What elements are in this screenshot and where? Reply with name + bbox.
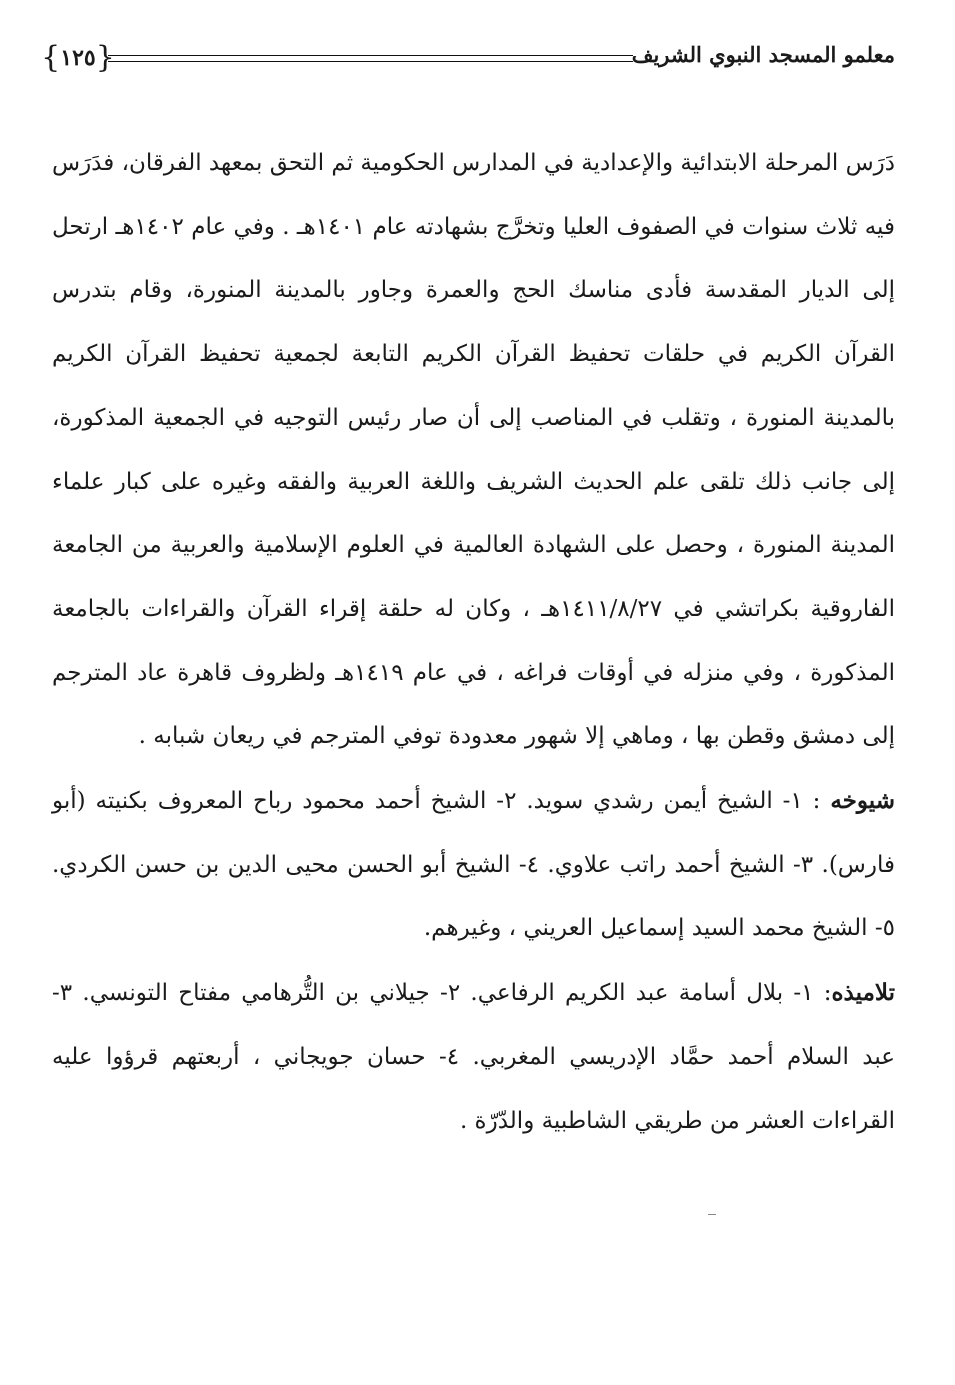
students-list: : ١- بلال أسامة عبد الكريم الرفاعي. ٢- جيلاني بن التُّرهامي مفتاح التونسي. ٣- عبد السلام أحمد حمَّاد الإدريسي المغربي. ٤- حسان جويجاني ، أربعتهم قرؤوا عليه القراءات العشر من طريقي الشاطبية والدّرّة . — [52, 980, 895, 1134]
scan-speck — [708, 1214, 716, 1215]
teachers-paragraph — [52, 769, 895, 961]
page-number-open-bracket: { — [95, 40, 115, 75]
running-header — [41, 38, 895, 82]
biography-paragraph: دَرَس المرحلة الابتدائية والإعدادية في المدارس الحكومية ثم التحق بمعهد الفرقان، فدَرَس فيه ثلاث سنوات في الصفوف العليا وتخرَّج بشهادته عام ١٤٠١هـ . وفي عام ١٤٠٢هـ ارتحل إلى الديار المقدسة فأدى مناسك الحج والعمرة وجاور بالمدينة المنورة، وقام بتدرس القرآن الكريم في حلقات تحفيظ القرآن الكريم التابعة لجمعية تحفيظ القرآن الكريم بالمدينة المنورة ، وتقلب في المناصب إلى أن صار رئيس التوجيه في الجمعية المذكورة، إلى جانب ذلك تلقى علم الحديث الشريف واللغة العربية والفقه وغيره على كبار علماء المدينة المنورة ، وحصل على الشهادة العالمية في العلوم الإسلامية والعربية من الجامعة الفاروقية بكراتشي في ١٤١١/٨/٢٧هـ ، وكان له حلقة إقراء القرآن والقراءات بالجامعة المذكورة ، وفي منزله في أوقات فراغه ، في عام ١٤١٩هـ ولظروف قاهرة عاد المترجم إلى دمشق وقطن بها ، وماهي إلا شهور معدودة توفي المترجم في ريعان شبابه . — [52, 150, 895, 750]
running-header-title: معلمو المسجد النبوي الشريف — [631, 42, 895, 67]
page-number-value: ١٢٥ — [60, 45, 96, 71]
header-double-rule — [108, 55, 633, 62]
body-text — [52, 132, 895, 1153]
page-number-close-bracket: } — [41, 40, 61, 75]
teachers-label: شيوخه — [830, 787, 895, 815]
teachers-list: : ١- الشيخ أيمن رشدي سويد. ٢- الشيخ أحمد محمود رباح المعروف بكنيته (أبو فارس). ٣- الشيخ أحمد راتب علاوي. ٤- الشيخ أبو الحسن محيى الدين بن حسن الكردي. ٥- الشيخ محمد السيد إسماعيل العريني ، وغيرهم. — [52, 788, 895, 942]
students-paragraph — [52, 961, 895, 1153]
students-label: تلاميذه — [831, 979, 896, 1007]
page-number — [41, 38, 115, 78]
